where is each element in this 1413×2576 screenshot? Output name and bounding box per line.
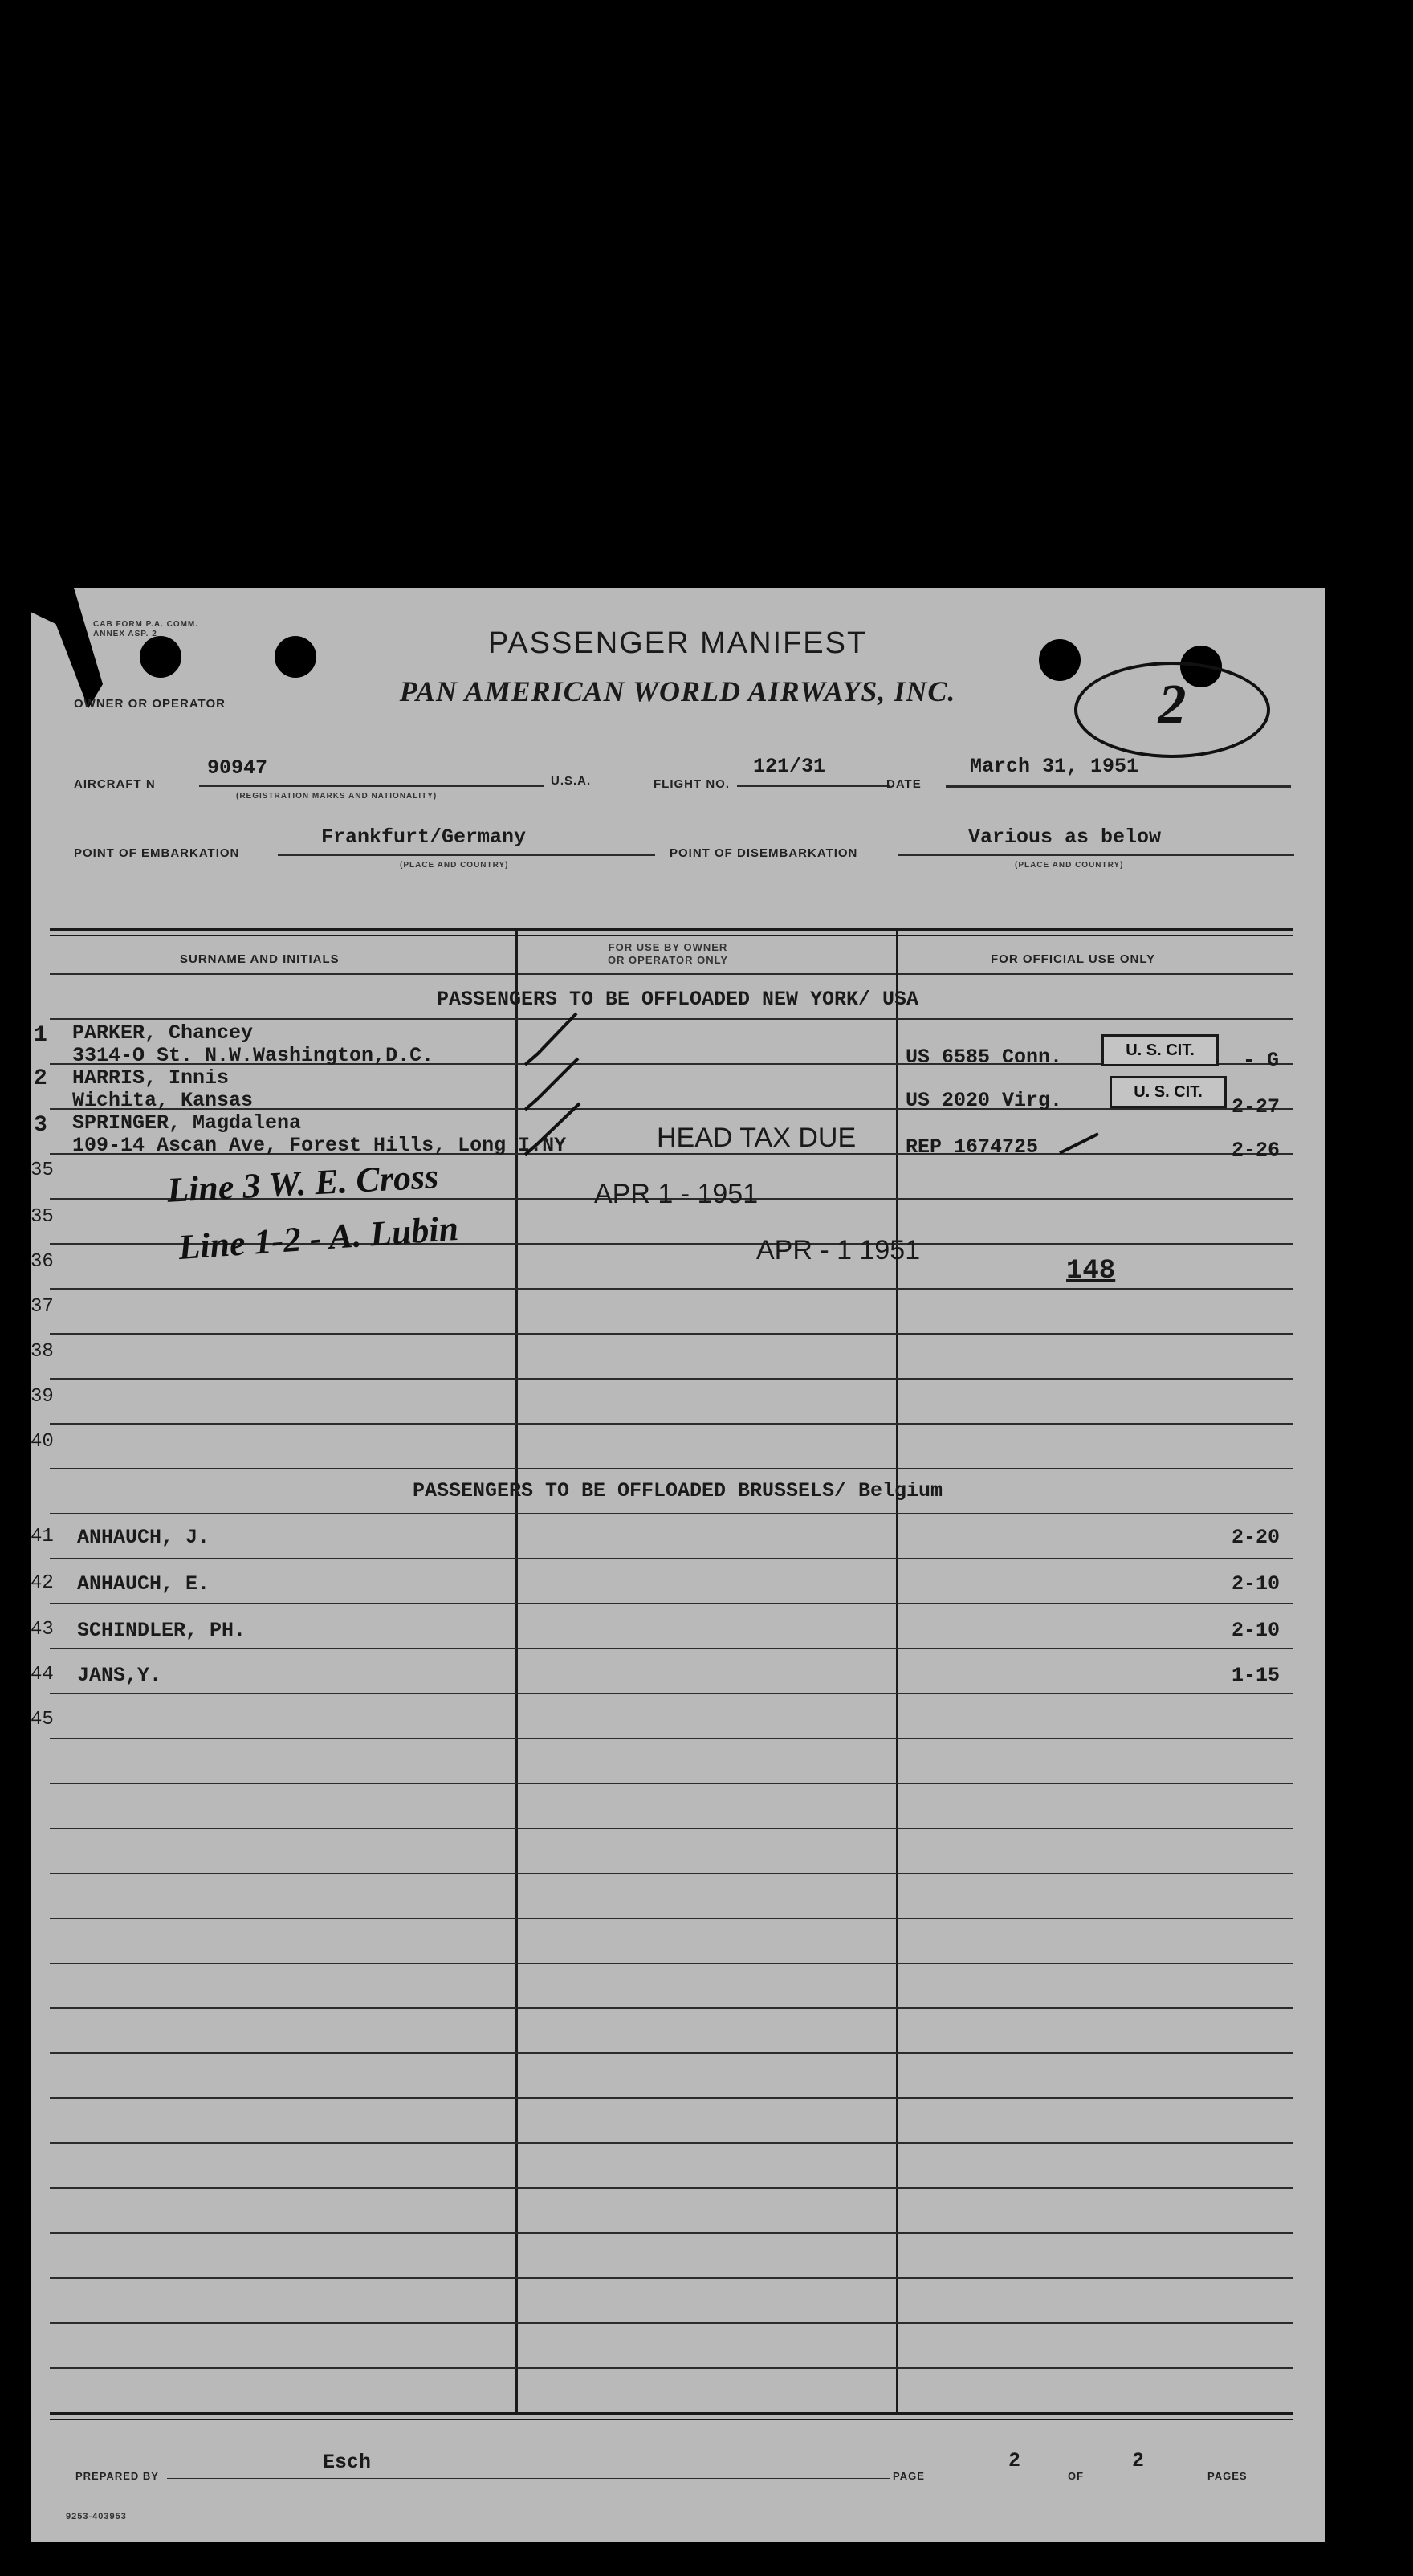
header-rule [50, 973, 1293, 975]
row-rule [50, 2367, 1293, 2369]
row-number: 44 [31, 1664, 54, 1685]
passenger-name: SPRINGER, Magdalena [72, 1111, 302, 1135]
us-citizen-badge: U. S. CIT. [1110, 1076, 1227, 1108]
row-number: 3 [34, 1113, 47, 1138]
row-rule [50, 2232, 1293, 2234]
flight-label: FLIGHT NO. [654, 777, 730, 791]
row-rule [50, 2142, 1293, 2144]
passenger-address: 3314-O St. N.W.Washington,D.C. [72, 1044, 434, 1067]
aircraft-value: 90947 [207, 756, 268, 780]
page-value: 2 [1008, 2449, 1021, 2472]
prepared-by-line [167, 2478, 890, 2479]
section-new-york: PASSENGERS TO BE OFFLOADED NEW YORK/ USA [436, 988, 919, 1011]
pages-label: PAGES [1207, 2470, 1248, 2482]
row-rule [50, 2007, 1293, 2009]
row-rule [50, 2052, 1293, 2054]
code-value: - G [1243, 1049, 1280, 1072]
code-value: 2-10 [1232, 1619, 1281, 1642]
passenger-name: JANS,Y. [77, 1664, 162, 1687]
row-rule [50, 1378, 1293, 1380]
date-value: March 31, 1951 [970, 755, 1139, 778]
tick-icon [1058, 1131, 1106, 1155]
row-number: 45 [31, 1709, 54, 1730]
page-label: PAGE [893, 2470, 925, 2482]
date-stamp-1: APR 1 - 1951 [594, 1179, 759, 1209]
code-value: 2-10 [1232, 1572, 1281, 1596]
prepared-by-label: PREPARED BY [75, 2470, 159, 2482]
row-rule [50, 2097, 1293, 2099]
code-value: 1-15 [1232, 1664, 1281, 1687]
column-header-owner-2: OR OPERATOR ONLY [607, 954, 729, 966]
passenger-address: 109-14 Ascan Ave, Forest Hills, Long I.NY [72, 1134, 567, 1157]
row-number: 36 [31, 1251, 54, 1273]
passenger-name: SCHINDLER, PH. [77, 1619, 246, 1642]
page-title: PASSENGER MANIFEST [487, 626, 868, 660]
table-top-rule [50, 928, 1293, 931]
us-citizen-badge: U. S. CIT. [1101, 1034, 1219, 1066]
row-rule [50, 1423, 1293, 1425]
code-value: 2-27 [1232, 1095, 1281, 1119]
table-bottom-rule [50, 2412, 1293, 2415]
embarkation-value: Frankfurt/Germany [321, 825, 527, 849]
disembarkation-line [898, 854, 1294, 856]
of-label: OF [1068, 2470, 1085, 2482]
row-rule [50, 1873, 1293, 1874]
check-marks [512, 1002, 625, 1163]
form-number: 9253-403953 [66, 2512, 127, 2521]
stamp-number: 148 [1066, 1256, 1116, 1286]
official-entry: US 2020 Virg. [906, 1089, 1063, 1112]
row-rule [50, 1783, 1293, 1784]
row-number: 41 [31, 1526, 54, 1547]
row-number: 35 [31, 1206, 54, 1228]
row-rule [50, 1738, 1293, 1739]
table-top-rule-2 [50, 935, 1293, 936]
date-label: DATE [886, 777, 922, 791]
table-bottom-rule-2 [50, 2419, 1293, 2420]
circled-page-digit: 2 [1158, 674, 1187, 736]
prepared-by-value: Esch [323, 2451, 372, 2474]
row-number: 42 [31, 1572, 54, 1594]
handwritten-note-1: Line 3 W. E. Cross [165, 1156, 440, 1210]
row-rule [50, 2187, 1293, 2189]
passenger-name: PARKER, Chancey [72, 1021, 254, 1045]
row-rule [50, 1018, 1293, 1020]
usa-label: U.S.A. [551, 774, 592, 788]
row-rule [50, 1648, 1293, 1649]
code-value: 2-20 [1232, 1526, 1281, 1549]
row-number: 38 [31, 1341, 54, 1363]
embarkation-sublabel: (PLACE AND COUNTRY) [400, 861, 509, 870]
row-rule [50, 1468, 1293, 1469]
passenger-address: Wichita, Kansas [72, 1089, 254, 1112]
check-mark-icon [525, 1013, 576, 1065]
date-line [946, 785, 1291, 788]
handwritten-note-2: Line 1-2 - A. Lubin [177, 1208, 460, 1268]
owner-label: OWNER OR OPERATOR [74, 697, 226, 711]
row-number: 39 [31, 1386, 54, 1408]
official-entry: US 6585 Conn. [906, 1045, 1063, 1069]
head-tax-stamp: HEAD TAX DUE [657, 1123, 857, 1153]
row-rule [50, 2277, 1293, 2279]
disembarkation-value: Various as below [968, 825, 1162, 849]
official-entry: REP 1674725 [906, 1135, 1039, 1159]
disembarkation-sublabel: (PLACE AND COUNTRY) [1015, 861, 1124, 870]
passenger-name: ANHAUCH, J. [77, 1526, 210, 1549]
embarkation-label: POINT OF EMBARKATION [74, 846, 240, 860]
row-rule [50, 1288, 1293, 1290]
date-stamp-2: APR - 1 1951 [756, 1235, 921, 1266]
of-value: 2 [1132, 2449, 1145, 2472]
row-rule [50, 1918, 1293, 1919]
row-rule [50, 1333, 1293, 1335]
check-mark-icon [525, 1058, 578, 1110]
column-header-owner-1: FOR USE BY OWNER [608, 941, 728, 953]
aircraft-sublabel: (REGISTRATION MARKS AND NATIONALITY) [236, 792, 438, 801]
section-brussels: PASSENGERS TO BE OFFLOADED BRUSSELS/ Belgium [412, 1479, 943, 1502]
circled-page-number [1074, 662, 1270, 758]
aircraft-label: AIRCRAFT N [74, 777, 156, 791]
row-number: 37 [31, 1296, 54, 1318]
row-rule [50, 1963, 1293, 1964]
aircraft-line [199, 785, 544, 787]
check-mark-icon [525, 1103, 580, 1155]
row-rule [50, 1693, 1293, 1694]
row-number: 2 [34, 1066, 47, 1091]
row-rule [50, 1603, 1293, 1604]
row-rule [50, 1558, 1293, 1559]
code-value: 2-26 [1232, 1139, 1281, 1162]
row-number: 40 [31, 1431, 54, 1453]
flight-line [737, 785, 890, 787]
corner-note: CAB FORM P.A. COMM. ANNEX ASP. 2 [93, 620, 199, 638]
company-name: PAN AMERICAN WORLD AIRWAYS, INC. [399, 675, 956, 707]
row-number: 43 [31, 1619, 54, 1641]
row-number: 1 [34, 1023, 47, 1048]
row-rule [50, 2322, 1293, 2324]
column-header-surname: SURNAME AND INITIALS [180, 952, 340, 966]
embarkation-line [278, 854, 655, 856]
row-number: 35 [31, 1160, 54, 1181]
row-rule [50, 1828, 1293, 1829]
row-rule [50, 1513, 1293, 1514]
passenger-name: ANHAUCH, E. [77, 1572, 210, 1596]
column-header-official: FOR OFFICIAL USE ONLY [991, 952, 1156, 966]
passenger-name: HARRIS, Innis [72, 1066, 230, 1090]
disembarkation-label: POINT OF DISEMBARKATION [670, 846, 858, 860]
flight-value: 121/31 [753, 755, 826, 778]
manifest-page [31, 588, 1325, 2542]
